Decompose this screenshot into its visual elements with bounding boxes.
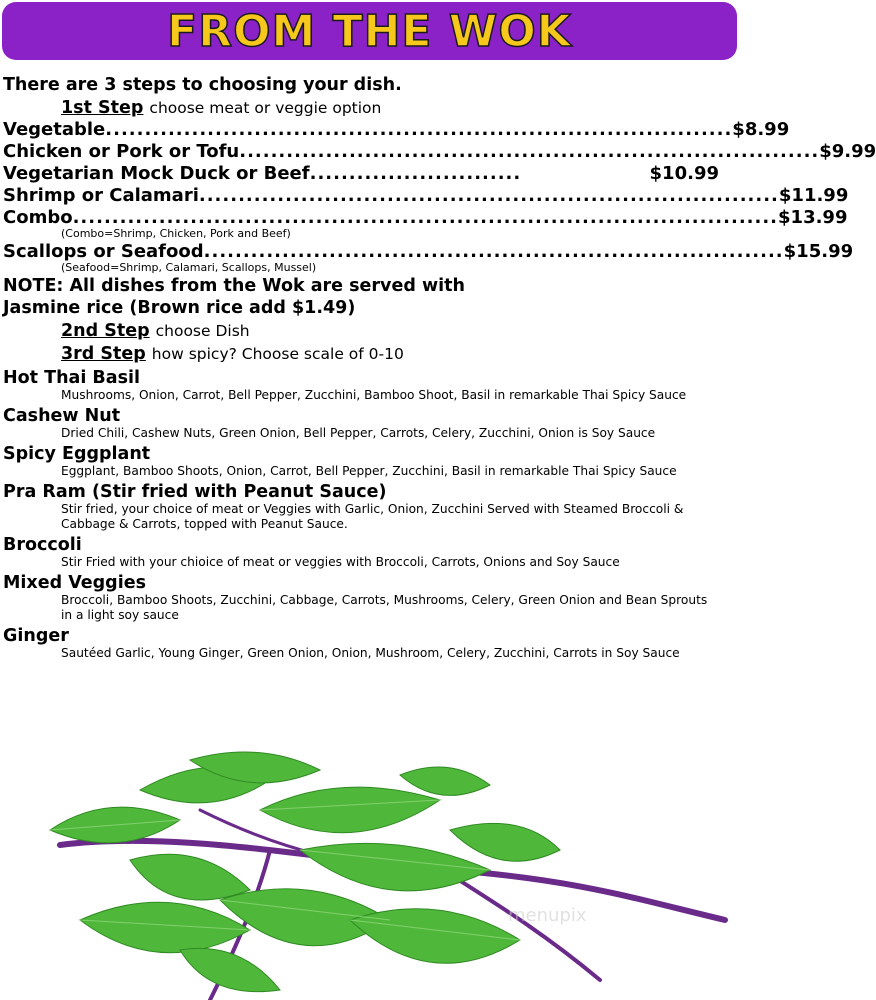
price-row-combo bbox=[3, 207, 848, 229]
dish-pra-ram bbox=[3, 482, 743, 532]
step-3-label: 3rd Step bbox=[61, 344, 146, 364]
menu-content bbox=[3, 74, 876, 661]
price-value: $8.99 bbox=[732, 119, 790, 140]
dish-cashew-nut bbox=[3, 406, 743, 441]
price-item-name: Shrimp or Calamari bbox=[3, 185, 199, 206]
price-item-name: Combo bbox=[3, 207, 73, 228]
dish-spicy-eggplant bbox=[3, 444, 743, 479]
price-row-shrimp-calamari bbox=[3, 185, 849, 207]
price-dot-leader: .......................................................................................... bbox=[72, 207, 779, 228]
dish-description: Stir Fried with your chioice of meat or veggies with Broccoli, Carrots, Onions and Soy Sauce bbox=[61, 555, 620, 569]
dish-name: Cashew Nut bbox=[3, 406, 121, 426]
dish-name: Ginger bbox=[3, 626, 69, 646]
dish-description: Dried Chili, Cashew Nuts, Green Onion, Bell Pepper, Carrots, Celery, Zucchini, Onion is Soy Sauce bbox=[61, 426, 656, 440]
price-row-chicken-pork-tofu bbox=[3, 141, 876, 163]
price-dot-leader: ................................................................................ bbox=[105, 119, 733, 140]
step-1 bbox=[61, 96, 743, 119]
step-2 bbox=[61, 319, 743, 342]
price-value: $13.99 bbox=[778, 207, 848, 228]
price-value: $10.99 bbox=[649, 163, 719, 184]
price-list bbox=[3, 119, 876, 275]
dish-description: Broccoli, Bamboo Shoots, Zucchini, Cabbage, Carrots, Mushrooms, Celery, Green Onion and Bean Sprouts in a light soy sauce bbox=[61, 593, 708, 622]
dish-mixed-veggies bbox=[3, 573, 743, 623]
intro-text: There are 3 steps to choosing your dish. bbox=[3, 75, 402, 95]
header-banner bbox=[2, 2, 737, 60]
step-2-text: choose Dish bbox=[155, 322, 250, 340]
dish-ginger bbox=[3, 626, 743, 661]
dish-name: Hot Thai Basil bbox=[3, 368, 140, 388]
dish-name: Pra Ram (Stir fried with Peanut Sauce) bbox=[3, 482, 387, 502]
price-dot-leader: .......................................................................... bbox=[239, 141, 820, 162]
price-value: $9.99 bbox=[819, 141, 876, 162]
dish-description: Stir fried, your choice of meat or Veggies with Garlic, Onion, Zucchini Served with Steamed Broccoli & Cabbage & Carrots, topped with Peanut Sauce. bbox=[61, 502, 684, 531]
rice-note-line-2: Jasmine rice (Brown rice add $1.49) bbox=[3, 298, 356, 318]
price-item-name: Vegetarian Mock Duck or Beef bbox=[3, 163, 310, 184]
dish-list bbox=[3, 368, 743, 661]
price-item-name: Chicken or Pork or Tofu bbox=[3, 141, 240, 162]
price-item-name: Vegetable bbox=[3, 119, 106, 140]
page-title: FROM THE WOK bbox=[167, 5, 572, 57]
dish-name: Broccoli bbox=[3, 535, 82, 555]
seafood-note: (Seafood=Shrimp, Calamari, Scallops, Mussel) bbox=[61, 261, 317, 274]
price-value: $15.99 bbox=[783, 241, 854, 262]
combo-note: (Combo=Shrimp, Chicken, Pork and Beef) bbox=[61, 227, 291, 240]
price-row-scallops-seafood bbox=[3, 241, 854, 263]
price-dot-leader: .......................................................................... bbox=[203, 241, 784, 262]
dish-description: Sautéed Garlic, Young Ginger, Green Onion, Onion, Mushroom, Celery, Zucchini, Carrots in Soy Sauce bbox=[61, 646, 680, 660]
thai-basil-photo bbox=[20, 750, 730, 1000]
watermark-logo: menupix bbox=[508, 905, 587, 926]
dish-description: Eggplant, Bamboo Shoots, Onion, Carrot, Bell Pepper, Zucchini, Basil in remarkable Thai Spicy Sauce bbox=[61, 464, 677, 478]
price-dot-leader: .......................................................................... bbox=[198, 185, 779, 206]
step-3-text: how spicy? Choose scale of 0-10 bbox=[151, 345, 404, 363]
step-2-label: 2nd Step bbox=[61, 321, 150, 341]
price-value: $11.99 bbox=[778, 185, 849, 206]
price-row-mock-duck-beef bbox=[3, 163, 719, 185]
dish-description: Mushrooms, Onion, Carrot, Bell Pepper, Zucchini, Bamboo Shoot, Basil in remarkable Thai Spicy Sauce bbox=[61, 388, 687, 402]
dish-broccoli bbox=[3, 535, 743, 570]
step-1-text: choose meat or veggie option bbox=[149, 99, 382, 117]
price-dot-leader: ........................... bbox=[309, 163, 522, 184]
price-row-vegetable bbox=[3, 119, 790, 141]
price-item-name: Scallops or Seafood bbox=[3, 241, 204, 262]
step-1-label: 1st Step bbox=[61, 98, 144, 118]
rice-note-line-1: NOTE: All dishes from the Wok are served with bbox=[3, 276, 465, 296]
dish-hot-thai-basil bbox=[3, 368, 743, 403]
dish-name: Mixed Veggies bbox=[3, 573, 146, 593]
step-3 bbox=[61, 342, 743, 365]
dish-name: Spicy Eggplant bbox=[3, 444, 151, 464]
